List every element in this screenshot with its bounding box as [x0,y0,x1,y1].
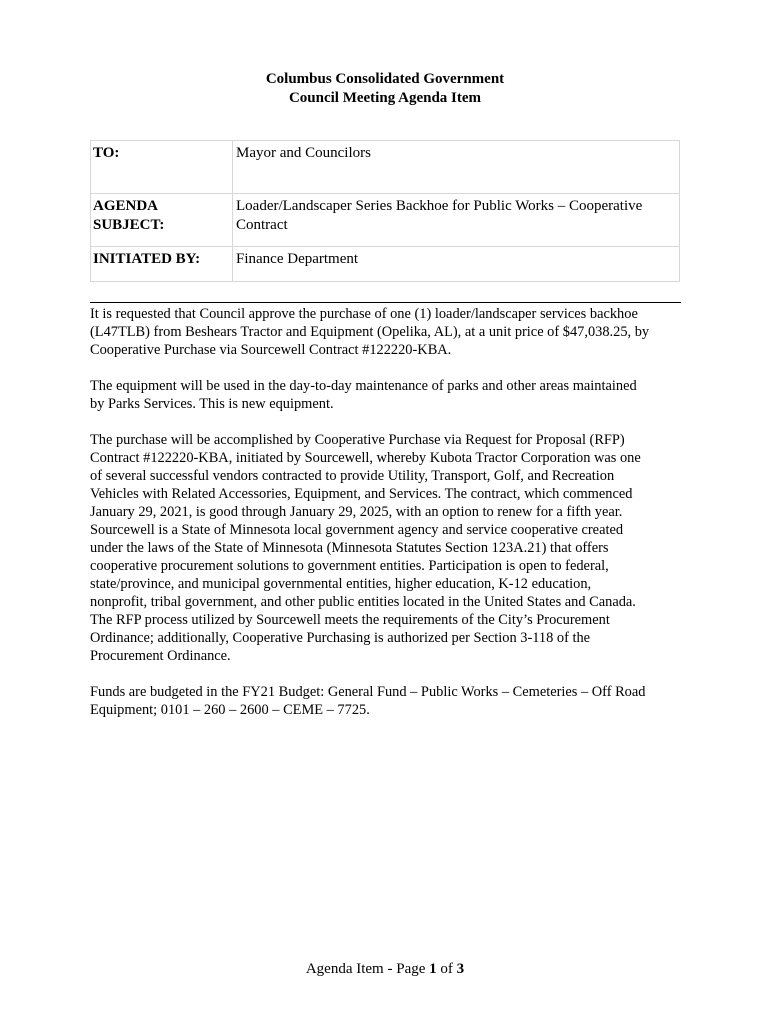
text-line: The equipment will be used in the day-to-day maintenance of parks and other areas maintained [90,378,637,394]
text-line: Vehicles with Related Accessories, Equipment, and Services. The contract, which commenced [90,486,633,502]
subject-row [91,194,680,247]
agenda-meta-table [90,140,680,282]
paragraph-funding [90,683,685,719]
current-page-number: 1 [429,961,437,977]
page-footer [0,960,770,979]
paragraph-equipment-use [90,377,685,413]
subject-label-line2: SUBJECT: [93,217,165,233]
text-line: It is requested that Council approve the purchase of one (1) loader/landscaper services backhoe [90,306,638,322]
paragraph-purchase-details [90,431,685,665]
total-page-count: 3 [456,961,465,977]
subject-value-line1: Loader/Landscaper Series Backhoe for Public Works – Cooperative [236,198,643,214]
text-line: The RFP process utilized by Sourcewell meets the requirements of the City’s Procurement [90,612,610,628]
initiated-value: Finance Department [233,247,680,282]
agenda-body [90,305,685,737]
subject-value-line2: Contract [236,217,288,233]
text-line: Ordinance; additionally, Cooperative Purchasing is authorized per Section 3-118 of the [90,630,591,646]
text-line: The purchase will be accomplished by Cooperative Purchase via Request for Proposal (RFP) [90,432,625,448]
to-value: Mayor and Councilors [233,141,680,194]
text-line: of several successful vendors contracted to provide Utility, Transport, Golf, and Recreation [90,468,615,484]
subject-label-line1: AGENDA [93,198,159,214]
text-line: Procurement Ordinance. [90,648,231,664]
text-line: Contract #122220-KBA, initiated by Sourcewell, whereby Kubota Tractor Corporation was one [90,450,641,466]
text-line: Sourcewell is a State of Minnesota local government agency and service cooperative created [90,522,624,538]
footer-prefix: Agenda Item - Page [305,961,430,977]
subject-label [91,194,233,247]
text-line: January 29, 2021, is good through January 29, 2025, with an option to renew for a fifth year. [90,504,623,520]
text-line: under the laws of the State of Minnesota (Minnesota Statutes Section 123A.21) that offers [90,540,609,556]
to-row [91,141,680,194]
footer-of: of [436,961,457,977]
text-line: by Parks Services. This is new equipment. [90,396,334,412]
text-line: state/province, and municipal governmental entities, higher education, K-12 education, [90,576,592,592]
agenda-item-title: Council Meeting Agenda Item [288,90,482,106]
text-line: Equipment; 0101 – 260 – 2600 – CEME – 7725. [90,702,370,718]
paragraph-request [90,305,685,359]
text-line: cooperative procurement solutions to government entities. Participation is open to federal, [90,558,609,574]
section-divider [90,302,681,303]
text-line: (L47TLB) from Beshears Tractor and Equipment (Opelika, AL), at a unit price of $47,038.25, by [90,324,650,340]
document-header [0,70,770,108]
text-line: nonprofit, tribal government, and other public entities located in the United States and Canada. [90,594,636,610]
subject-value [233,194,680,247]
to-label: TO: [91,141,233,194]
text-line: Cooperative Purchase via Sourcewell Contract #122220-KBA. [90,342,452,358]
initiated-label: INITIATED BY: [91,247,233,282]
initiated-row [91,247,680,282]
government-title: Columbus Consolidated Government [265,71,505,87]
text-line: Funds are budgeted in the FY21 Budget: General Fund – Public Works – Cemeteries – Off Road [90,684,646,700]
